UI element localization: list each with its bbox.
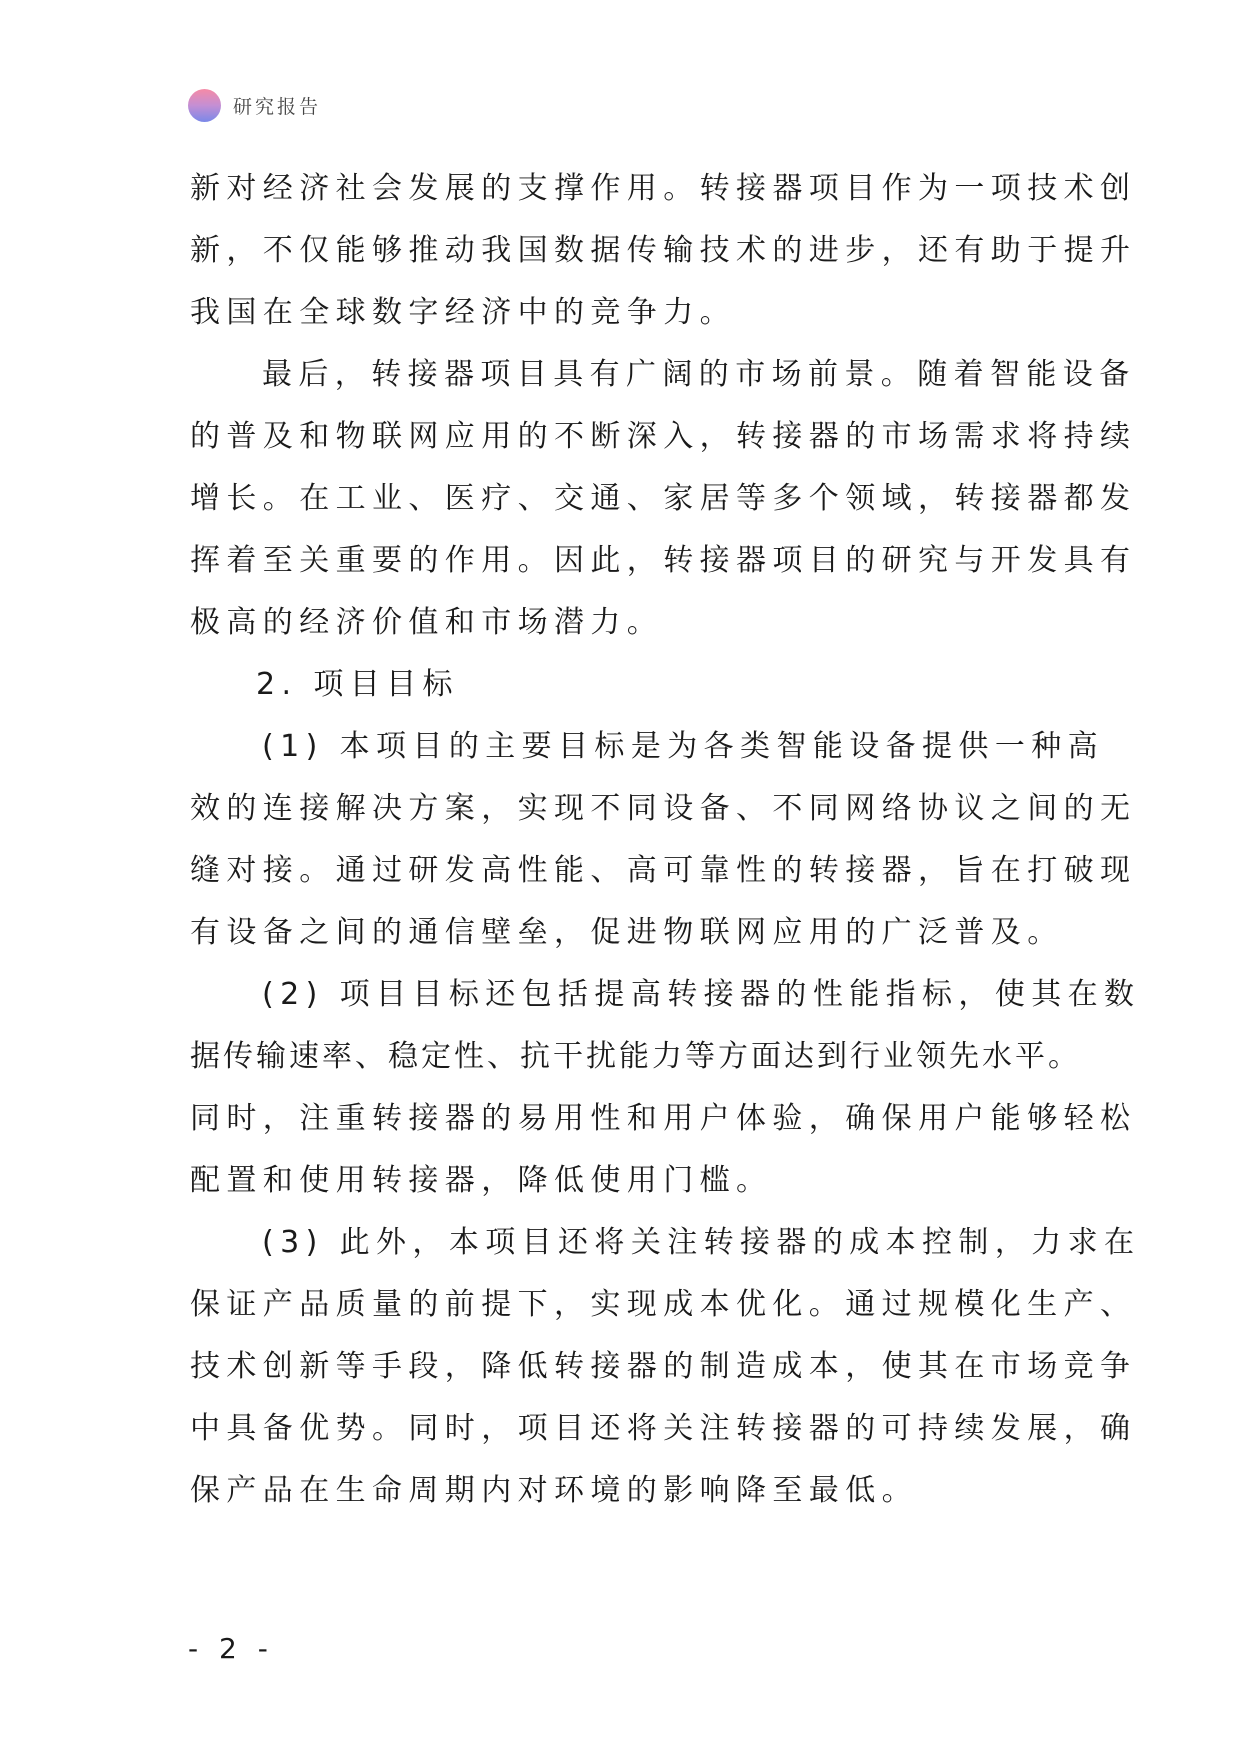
text-line: 配置和使用转接器，降低使用门槛。: [190, 1163, 773, 1198]
paragraph-start-line: (1) 本项目的主要目标是为各类智能设备提供一种高: [262, 729, 1105, 764]
text-line: 效的连接解决方案，实现不同设备、不同网络协议之间的无: [190, 791, 1137, 826]
paragraph-start-line: 最后，转接器项目具有广阔的市场前景。随着智能设备: [262, 357, 1136, 392]
text-line: 技术创新等手段，降低转接器的制造成本，使其在市场竞争: [190, 1349, 1137, 1384]
logo-circle-icon: [188, 89, 221, 122]
paragraph-start-line: (2) 项目目标还包括提高转接器的性能指标，使其在数: [262, 977, 1141, 1012]
text-line: 同时，注重转接器的易用性和用户体验，确保用户能够轻松: [190, 1101, 1137, 1136]
page-number: - 2 -: [188, 1632, 274, 1665]
text-line: 我国在全球数字经济中的竞争力。: [190, 295, 736, 330]
text-line: 保证产品质量的前提下，实现成本优化。通过规模化生产、: [190, 1287, 1137, 1322]
paragraph-start-line: (3) 此外，本项目还将关注转接器的成本控制，力求在: [262, 1225, 1141, 1260]
text-line: 新，不仅能够推动我国数据传输技术的进步，还有助于提升: [190, 233, 1137, 268]
text-line: 保产品在生命周期内对环境的影响降至最低。: [190, 1473, 918, 1508]
text-line: 中具备优势。同时，项目还将关注转接器的可持续发展，确: [190, 1411, 1137, 1446]
section-heading: 2. 项目目标: [256, 667, 459, 702]
page-header: [188, 88, 321, 122]
text-line: 挥着至关重要的作用。因此，转接器项目的研究与开发具有: [190, 543, 1137, 578]
header-title: 研究报告: [233, 95, 322, 118]
text-line: 据传输速率、稳定性、抗干扰能力等方面达到行业领先水平。: [190, 1039, 1081, 1074]
document-body: [190, 158, 1141, 1522]
text-line: 缝对接。通过研发高性能、高可靠性的转接器，旨在打破现: [190, 853, 1137, 888]
text-line: 增长。在工业、医疗、交通、家居等多个领域，转接器都发: [190, 481, 1137, 516]
text-line: 的普及和物联网应用的不断深入，转接器的市场需求将持续: [190, 419, 1137, 454]
text-line: 有设备之间的通信壁垒，促进物联网应用的广泛普及。: [190, 915, 1064, 950]
text-line: 新对经济社会发展的支撑作用。转接器项目作为一项技术创: [190, 171, 1137, 206]
text-line: 极高的经济价值和市场潜力。: [190, 605, 664, 640]
